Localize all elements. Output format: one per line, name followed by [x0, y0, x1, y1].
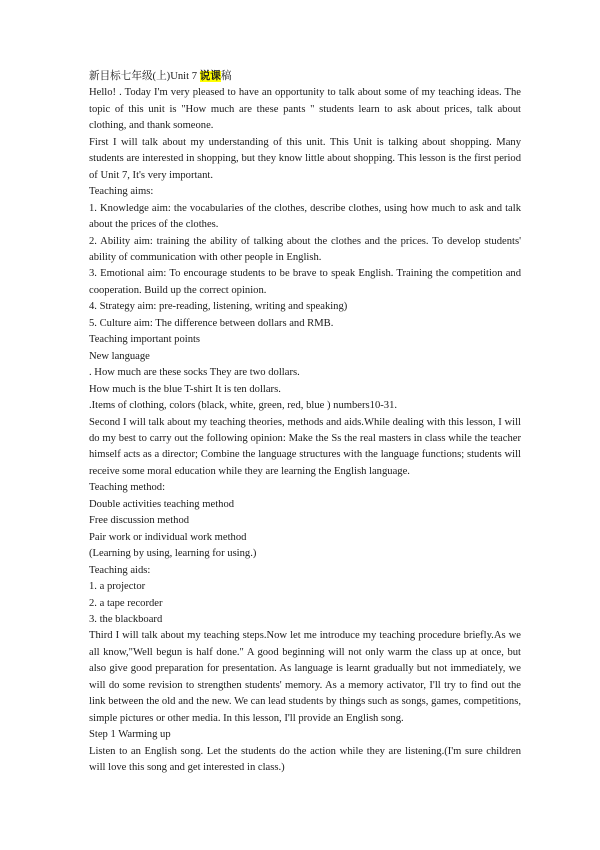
method-item: Free discussion method — [89, 515, 190, 527]
second-paragraph: Second I will talk about my teaching theories, methods and aids.While dealing with this lesson, I will do my best to carry out the following opinion: Make the Ss the real masters in class while the teacher himself acts as a director; Combine the language structures with the language functions; students will receive some moral education while they are learning the English language. — [89, 416, 521, 477]
aim-item: 5. Culture aim: The difference between dollars and RMB. — [89, 317, 334, 329]
first-paragraph: First I will talk about my understanding of this unit. This Unit is talking about shopping. Many students are interested in shopping, but they know little about shopping. This lesson is the first period of Unit 7, It's very important. — [89, 136, 521, 181]
method-heading: Teaching method: — [89, 482, 166, 494]
new-language-label: New language — [89, 350, 150, 362]
items-line: .Items of clothing, colors (black, white, green, red, blue ) numbers10-31. — [89, 400, 398, 412]
third-paragraph: Third I will talk about my teaching steps.Now let me introduce my teaching procedure briefly.As we all know,"Well begun is half done." A good beginning will not only warm the class up at once, but also give good preparation for presentation. As language is learnt gradually but not immediately, we will do some revision to strengthen students' memory. As a memory activator, I'll try to find out the link between the old and the new. We can lead students by things such as songs, games, competitions, simple pictures or other media. In this lesson, I'll provide an English song. — [89, 630, 521, 724]
step1-paragraph: Listen to an English song. Let the students do the action while they are listening.(I'm sure children will love this song and get interested in class.) — [89, 745, 521, 774]
aid-item: 2. a tape recorder — [89, 597, 163, 609]
method-item: (Learning by using, learning for using.) — [89, 548, 257, 560]
aids-heading: Teaching aids: — [89, 564, 151, 576]
method-item: Double activities teaching method — [89, 498, 235, 510]
aim-item: 4. Strategy aim: pre-reading, listening, writing and speaking) — [89, 301, 348, 313]
important-points-heading: Teaching important points — [89, 334, 201, 346]
aid-item: 1. a projector — [89, 581, 146, 593]
aims-heading: Teaching aims: — [89, 186, 154, 198]
aim-item: 2. Ability aim: training the ability of talking about the clothes and the prices. To develop students' ability of communication with other people in English. — [89, 235, 521, 263]
title-suffix: 稿 — [220, 71, 232, 82]
aid-item: 3. the blackboard — [89, 613, 163, 625]
aim-item: 1. Knowledge aim: the vocabularies of the clothes, describe clothes, using how much to ask and talk about the prices of the clothes. — [89, 202, 521, 231]
example-sentence: How much is the blue T-shirt It is ten dollars. — [89, 383, 281, 395]
title-highlight: 说课 — [199, 71, 221, 82]
method-item: Pair work or individual work method — [89, 531, 247, 543]
document-page — [89, 69, 521, 776]
intro-paragraph: Hello! . Today I'm very pleased to have an opportunity to talk about some of my teaching ideas. The topic of this unit is "How much are these pants " students learn to ask about prices, talk about clothing, and thank someone. — [89, 87, 521, 132]
example-sentence: . How much are these socks They are two dollars. — [89, 367, 300, 379]
aim-item: 3. Emotional aim: To encourage students to be brave to speak English. Training the competition and cooperation. Build up the correct opinion. — [89, 268, 521, 296]
title-prefix: 新目标七年级(上)Unit 7 — [89, 71, 200, 82]
doc-title — [89, 69, 521, 85]
step1-heading: Step 1 Warming up — [89, 729, 171, 741]
